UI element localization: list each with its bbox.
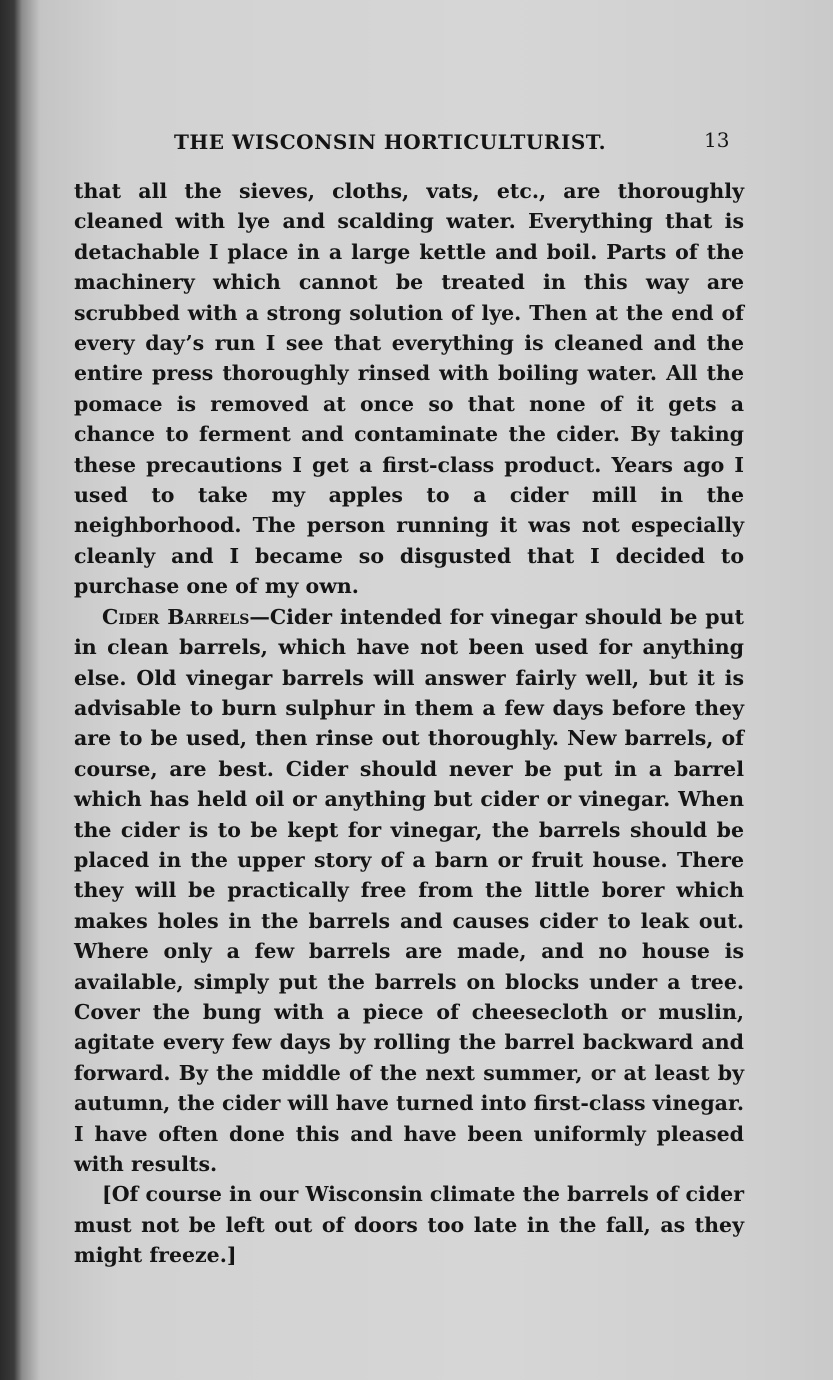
running-head-title: THE WISCONSIN HORTICULTURIST. (174, 130, 607, 154)
paragraph-cleaning: that all the sieves, cloths, vats, etc., are thoroughly cleaned with lye and scalding water. Everything that is detachable I place in a large kettle and boil. Parts of the machinery which cannot be treated in this way are scrubbed with a strong solution of lye. Then at the end of every day’s run I see that everything is cleaned and the entire press thoroughly rinsed with boiling water. All the pomace is removed at once so that none of it gets a chance to ferment and contaminate the cider. By taking these precautions I get a first-class product. Years ago I used to take my apples to a cider mill in the neighborhood. The person running it was not especially cleanly and I became so disgusted that I decided to purchase one of my own. (74, 179, 744, 599)
page-number: 13 (704, 128, 730, 152)
paragraph-cider-barrels-text: —Cider intended for vinegar should be put in clean barrels, which have not been used for anything else. Old vinegar barrels will answer fairly well, but it is advisable to burn sulphur in them a few days before they are to be used, then rinse out thoroughly. New barrels, of course, are best. Cider should never be put in a barrel which has held oil or anything but cider or vinegar. When the cider is to be kept for vinegar, the barrels should be placed in the upper story of a barn or fruit house. There they will be practically free from the little borer which makes holes in the barrels and causes cider to leak out. Where only a few barrels are made, and no house is available, simply put the barrels on blocks under a tree. Cover the bung with a piece of cheesecloth or muslin, agitate every few days by rolling the barrel backward and forward. By the middle of the next summer, or at least by autumn, the cider will have turned into first-class vinegar. I have often done this and have been uniformly pleased with results. (74, 604, 744, 1176)
book-page (24, 0, 833, 1380)
body-text (74, 176, 744, 1271)
paragraph-editor-note: [Of course in our Wisconsin climate the barrels of cider must not be left out of doors too late in the fall, as they might freeze.] (74, 1182, 744, 1268)
section-heading-cider-barrels: Cider Barrels (102, 604, 250, 629)
paragraph-cider-barrels (74, 602, 744, 1180)
